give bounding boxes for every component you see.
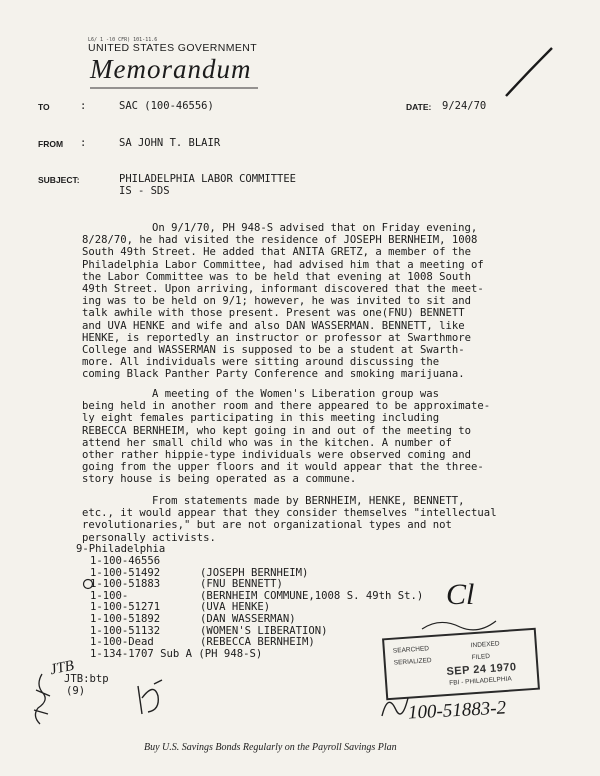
subject-label: SUBJECT: [38, 175, 80, 185]
paragraph-line: 8/28/70, he had visited the residence of JOSEPH BERNHEIM, 1008 [82, 234, 478, 247]
file-note: (FNU BENNETT) [200, 578, 283, 591]
file-number: 1-100-51492 [90, 566, 161, 579]
file-number: 1-134-1707 Sub A (PH 948-S) [90, 647, 263, 660]
paragraph-line: revolutionaries," but are not organizational types and not [82, 519, 452, 532]
paragraph-line: the Labor Committee was to be held that evening at 1008 South [82, 270, 472, 283]
paragraph-line: personally activists. [82, 531, 216, 544]
handwritten-file-number: 100-51883-2 [407, 697, 507, 724]
paragraph-line: HENKE, is reportedly an instructor or professor at Swarthmore [82, 331, 472, 344]
paragraph-line: Philadelphia Labor Committee, had advised him that a meeting of [82, 258, 484, 271]
handwritten-initials: JTB [48, 657, 76, 679]
paragraph-1 [82, 222, 552, 381]
file-note: (JOSEPH BERNHEIM) [200, 566, 309, 579]
scribble-figure-icon [26, 670, 60, 730]
copies-count: (9) [66, 685, 86, 697]
paragraph-line: From statements made by BERNHEIM, HENKE, BENNETT, [152, 495, 465, 507]
file-note: (UVA HENKE) [200, 601, 271, 614]
file-number: 1-100-51883 [90, 578, 161, 591]
paragraph-2 [82, 388, 552, 486]
to-label: TO [38, 102, 50, 112]
paragraph-line: On 9/1/70, PH 948-S advised that on Friday evening, [152, 222, 478, 234]
government-heading: UNITED STATES GOVERNMENT [88, 42, 258, 54]
file-number: 1-100- [90, 589, 129, 602]
file-list [90, 556, 423, 660]
date-value: 9/24/70 [442, 100, 487, 112]
stamp-filed: FILED [471, 652, 491, 662]
typist-initials: JTB:btp [64, 673, 109, 685]
title-underline [90, 86, 260, 90]
subject-line-1: PHILADELPHIA LABOR COMMITTEE [119, 173, 297, 185]
scribble-mark-icon [132, 676, 168, 720]
subject-line-2: IS - SDS [119, 185, 170, 197]
paragraph-line: A meeting of the Women's Liberation group was [152, 388, 440, 400]
file-note: (DAN WASSERMAN) [200, 612, 296, 625]
stamp-office: FBI - PHILADELPHIA [449, 675, 512, 687]
form-code: L6/ 1 -l0 CFR) 101-11.6 [88, 37, 158, 43]
file-note: (REBECCA BERNHEIM) [200, 636, 315, 649]
file-number: 1-100-Dead [90, 636, 154, 649]
signature-scrawl-icon [378, 688, 412, 722]
from-label: FROM [38, 139, 64, 149]
paragraph-line: being held in another room and there appeared to be approximate- [82, 400, 491, 413]
pen-check-mark [500, 42, 560, 102]
paragraph-line: South 49th Street. He added that ANITA GRETZ, a member of the [82, 246, 472, 259]
file-note: (BERNHEIM COMMUNE,1008 S. 49th St.) [200, 589, 424, 602]
file-number: 1-100-46556 [90, 555, 161, 567]
file-row [90, 649, 423, 661]
handwritten-mark: Cl [446, 578, 475, 611]
paragraph-line: ly eight females participating in this meeting including [82, 412, 440, 425]
paragraph-3 [82, 495, 552, 544]
paragraph-line: going from the upper floors and it would appear that the three- [82, 461, 484, 474]
savings-bonds-footer: Buy U.S. Savings Bonds Regularly on the Payroll Savings Plan [144, 742, 397, 753]
paragraph-line: 49th Street. Upon arriving, informant discovered that the meet- [82, 283, 484, 296]
paragraph-line: story house is being operated as a commune. [82, 473, 357, 486]
to-colon: : [80, 100, 87, 112]
stamp-serialized: SERIALIZED [393, 657, 432, 667]
to-value: SAC (100-46556) [119, 100, 214, 112]
paragraph-line: College and WASSERMAN is supposed to be a student at Swarth- [82, 344, 465, 357]
from-colon: : [80, 137, 87, 149]
distribution-header: 9-Philadelphia [76, 543, 166, 555]
paragraph-line: attend her small child who was in the kitchen. A number of [82, 436, 452, 449]
stamp-searched: SEARCHED [392, 645, 430, 655]
paragraph-line: coming Black Panther Party Conference and smoking marijuana. [82, 368, 465, 381]
file-number: 1-100-51132 [90, 624, 161, 637]
file-number: 1-100-51892 [90, 612, 161, 625]
paragraph-line: etc., it would appear that they consider themselves "intellectual [82, 507, 497, 520]
stamp-scribble-icon [420, 615, 500, 637]
paragraph-line: and UVA HENKE and wife and also DAN WASSERMAN. BENNETT, like [82, 319, 465, 332]
memorandum-title: Memorandum [90, 54, 252, 84]
paragraph-line: other rather hippie-type individuals were observed coming and [82, 449, 472, 462]
date-label: DATE: [406, 102, 432, 112]
file-note: (WOMEN'S LIBERATION) [200, 624, 328, 637]
stamp-date: SEP 24 1970 [446, 661, 517, 679]
paragraph-line: REBECCA BERNHEIM, who kept going in and out of the meeting to [82, 424, 472, 437]
paragraph-line: talk awhile with those present. Present was one(FNU) BENNETT [82, 307, 465, 320]
file-number: 1-100-51271 [90, 601, 161, 614]
stamp-indexed: INDEXED [470, 640, 500, 650]
paragraph-line: ing was to be held on 9/1; however, he was invited to sit and [82, 295, 472, 308]
circle-mark-icon [82, 578, 94, 590]
paragraph-line: more. All individuals were sitting around discussing the [82, 356, 440, 369]
from-value: SA JOHN T. BLAIR [119, 137, 221, 149]
